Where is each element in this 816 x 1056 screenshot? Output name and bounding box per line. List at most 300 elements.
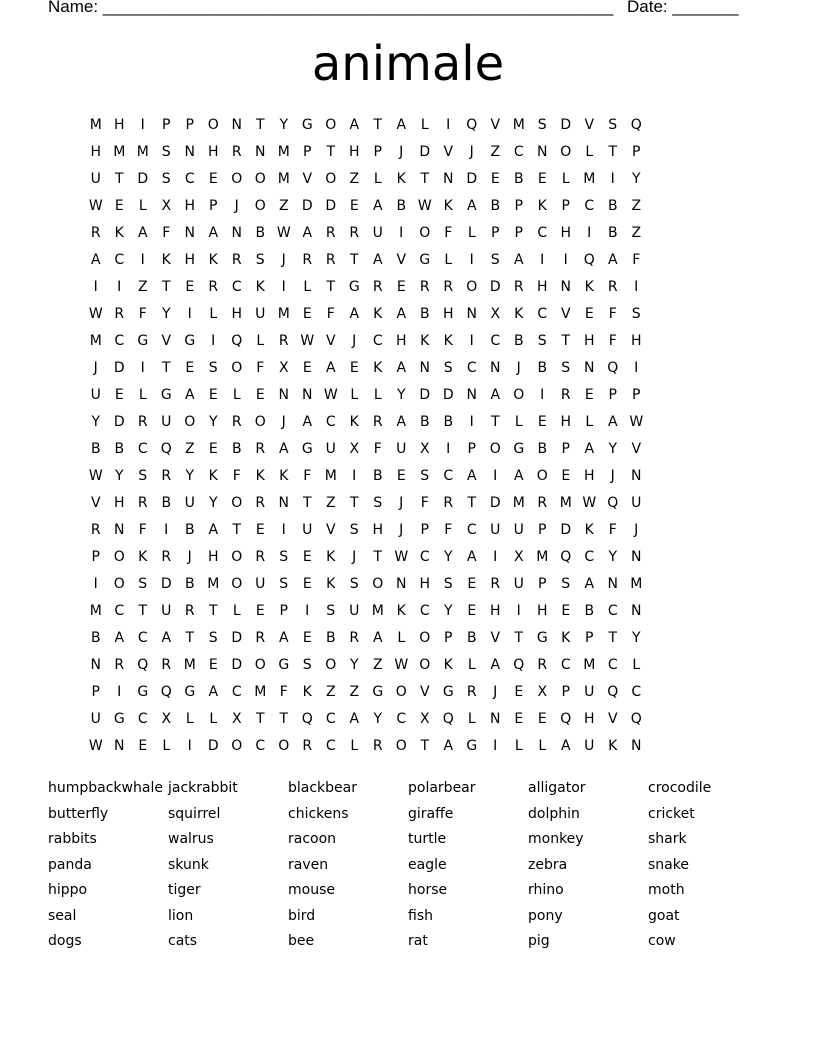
grid-letter: A — [349, 306, 360, 322]
grid-letter: Z — [372, 657, 383, 673]
grid-letter: O — [325, 657, 337, 673]
grid-letter: N — [231, 225, 242, 241]
date-field-label: Date: _______ — [627, 0, 739, 16]
grid-letter: E — [138, 738, 148, 754]
grid-letter: Y — [208, 495, 218, 511]
grid-letter: U — [490, 522, 501, 538]
word-list-item: rabbits — [48, 831, 97, 847]
grid-letter: P — [608, 387, 617, 403]
grid-letter: Q — [607, 495, 619, 511]
grid-letter: L — [162, 738, 171, 754]
grid-row — [84, 679, 744, 706]
grid-letter: C — [419, 549, 430, 565]
grid-letter: A — [302, 225, 313, 241]
grid-letter: A — [466, 549, 477, 565]
grid-letter: Y — [631, 630, 641, 646]
grid-letter: D — [466, 171, 478, 187]
grid-letter: A — [396, 117, 407, 133]
grid-letter: T — [608, 630, 618, 646]
grid-letter: C — [631, 684, 642, 700]
grid-letter: I — [493, 549, 498, 565]
grid-letter: K — [208, 468, 218, 484]
grid-letter: E — [514, 684, 524, 700]
grid-letter: R — [161, 657, 172, 673]
header-fields — [48, 0, 768, 20]
grid-letter: Z — [325, 684, 336, 700]
grid-letter: D — [160, 576, 172, 592]
grid-letter: M — [324, 468, 337, 484]
grid-letter: J — [493, 684, 498, 700]
grid-letter: O — [231, 576, 243, 592]
grid-letter: R — [513, 279, 524, 295]
grid-letter: R — [325, 225, 336, 241]
grid-letter: D — [442, 387, 454, 403]
word-list-row — [48, 802, 768, 828]
grid-letter: N — [114, 522, 125, 538]
grid-letter: B — [466, 630, 477, 646]
grid-letter: F — [256, 360, 265, 376]
grid-letter: E — [302, 549, 312, 565]
grid-row — [84, 301, 744, 328]
grid-letter: F — [162, 225, 171, 241]
grid-letter: I — [540, 387, 545, 403]
grid-letter: M — [371, 603, 384, 619]
grid-letter: Y — [373, 711, 383, 727]
grid-letter: E — [584, 306, 594, 322]
grid-letter: K — [279, 468, 289, 484]
grid-letter: M — [277, 171, 290, 187]
grid-letter: U — [584, 684, 595, 700]
grid-letter: P — [162, 117, 171, 133]
grid-letter: P — [279, 603, 288, 619]
grid-row — [84, 436, 744, 463]
grid-letter: W — [88, 306, 103, 322]
grid-letter: S — [279, 576, 289, 592]
word-list-item: panda — [48, 856, 92, 873]
grid-letter: G — [137, 333, 149, 349]
grid-letter: E — [467, 576, 477, 592]
grid-row — [84, 463, 744, 490]
grid-letter: F — [444, 225, 453, 241]
puzzle-title: animale — [311, 36, 505, 92]
grid-letter: R — [90, 225, 101, 241]
grid-letter: S — [561, 360, 571, 376]
grid-letter: L — [467, 225, 476, 241]
grid-letter: I — [187, 738, 192, 754]
grid-row — [84, 382, 744, 409]
grid-letter: Q — [160, 441, 172, 457]
grid-row — [84, 328, 744, 355]
grid-letter: O — [231, 360, 243, 376]
grid-letter: I — [587, 225, 592, 241]
grid-letter: K — [514, 306, 524, 322]
grid-letter: V — [90, 495, 101, 511]
grid-letter: Z — [278, 198, 289, 214]
grid-letter: K — [373, 360, 383, 376]
grid-letter: C — [372, 333, 383, 349]
grid-letter: C — [325, 711, 336, 727]
grid-letter: S — [279, 549, 289, 565]
grid-letter: Q — [160, 684, 172, 700]
grid-letter: O — [231, 549, 243, 565]
grid-letter: Q — [301, 711, 313, 727]
grid-letter: E — [349, 360, 359, 376]
word-list-row — [48, 776, 768, 802]
grid-row — [84, 409, 744, 436]
grid-letter: U — [349, 603, 360, 619]
grid-letter: A — [396, 414, 407, 430]
grid-letter: A — [513, 468, 524, 484]
grid-letter: P — [538, 576, 547, 592]
word-list-item: dolphin — [528, 805, 580, 822]
grid-letter: B — [513, 333, 524, 349]
grid-letter: J — [399, 495, 404, 511]
grid-letter: A — [278, 441, 289, 457]
grid-letter: C — [466, 360, 477, 376]
grid-letter: T — [561, 333, 571, 349]
letter-grid — [84, 112, 744, 760]
grid-letter: I — [469, 252, 474, 268]
grid-letter: Q — [630, 711, 642, 727]
grid-letter: C — [184, 171, 195, 187]
grid-letter: P — [561, 198, 570, 214]
grid-letter: I — [540, 252, 545, 268]
grid-letter: L — [256, 333, 265, 349]
grid-letter: J — [281, 414, 286, 430]
grid-letter: T — [185, 630, 195, 646]
grid-letter: S — [208, 360, 218, 376]
grid-letter: G — [184, 333, 196, 349]
grid-letter: I — [93, 576, 98, 592]
grid-letter: C — [490, 333, 501, 349]
grid-letter: O — [325, 171, 337, 187]
grid-letter: R — [372, 738, 383, 754]
grid-letter: A — [584, 576, 595, 592]
grid-letter: O — [254, 171, 266, 187]
grid-letter: Z — [631, 198, 642, 214]
grid-letter: H — [536, 279, 548, 295]
grid-letter: S — [302, 657, 312, 673]
grid-letter: R — [255, 441, 266, 457]
grid-letter: R — [372, 279, 383, 295]
grid-letter: W — [276, 225, 291, 241]
grid-letter: J — [516, 360, 521, 376]
grid-letter: M — [89, 117, 102, 133]
grid-letter: S — [138, 468, 148, 484]
grid-letter: H — [348, 144, 360, 160]
word-list-item: crocodile — [648, 780, 712, 796]
grid-letter: G — [137, 684, 149, 700]
grid-letter: G — [466, 738, 478, 754]
grid-letter: H — [583, 333, 595, 349]
grid-letter: L — [467, 711, 476, 727]
grid-letter: R — [325, 252, 336, 268]
grid-letter: Z — [325, 495, 336, 511]
grid-letter: K — [208, 252, 218, 268]
grid-letter: E — [255, 603, 265, 619]
grid-letter: T — [279, 711, 289, 727]
grid-letter: P — [514, 198, 523, 214]
grid-letter: A — [466, 198, 477, 214]
word-list-item: chickens — [288, 805, 349, 822]
grid-letter: L — [397, 630, 406, 646]
grid-letter: C — [607, 657, 618, 673]
grid-letter: I — [469, 414, 474, 430]
grid-letter: E — [561, 603, 571, 619]
grid-letter: J — [93, 360, 98, 376]
grid-letter: A — [396, 360, 407, 376]
grid-letter: X — [231, 711, 242, 727]
word-list-item: seal — [48, 907, 77, 924]
grid-letter: L — [232, 387, 241, 403]
grid-letter: L — [138, 387, 147, 403]
grid-letter: O — [254, 657, 266, 673]
grid-letter: M — [113, 144, 126, 160]
grid-letter: M — [512, 495, 525, 511]
grid-letter: B — [513, 171, 524, 187]
grid-letter: J — [281, 252, 286, 268]
grid-letter: E — [208, 657, 218, 673]
grid-letter: Y — [279, 117, 289, 133]
grid-letter: V — [607, 711, 618, 727]
grid-letter: G — [278, 657, 290, 673]
grid-letter: K — [114, 225, 124, 241]
grid-letter: R — [302, 738, 313, 754]
grid-letter: O — [560, 144, 572, 160]
grid-letter: O — [536, 468, 548, 484]
grid-letter: K — [584, 279, 594, 295]
grid-letter: I — [93, 279, 98, 295]
grid-letter: A — [372, 252, 383, 268]
grid-letter: M — [89, 603, 102, 619]
grid-letter: A — [490, 387, 501, 403]
grid-letter: K — [396, 171, 406, 187]
grid-letter: A — [490, 657, 501, 673]
grid-letter: O — [254, 414, 266, 430]
grid-letter: F — [138, 306, 147, 322]
grid-letter: K — [561, 630, 571, 646]
grid-letter: X — [161, 198, 172, 214]
word-list-row — [48, 827, 768, 853]
grid-letter: S — [349, 522, 359, 538]
grid-letter: H — [442, 306, 454, 322]
grid-row — [84, 112, 744, 139]
grid-letter: B — [584, 603, 595, 619]
grid-letter: D — [325, 198, 337, 214]
grid-letter: A — [90, 252, 101, 268]
grid-letter: G — [536, 630, 548, 646]
grid-letter: N — [631, 468, 642, 484]
grid-letter: P — [420, 522, 429, 538]
grid-letter: D — [113, 360, 125, 376]
grid-letter: R — [137, 495, 148, 511]
grid-letter: C — [560, 657, 571, 673]
grid-letter: N — [607, 576, 618, 592]
grid-letter: H — [560, 225, 572, 241]
grid-letter: H — [489, 603, 501, 619]
grid-letter: P — [585, 630, 594, 646]
grid-letter: H — [113, 495, 125, 511]
grid-letter: R — [137, 414, 148, 430]
grid-letter: G — [372, 684, 384, 700]
grid-letter: C — [137, 711, 148, 727]
grid-letter: T — [349, 252, 359, 268]
grid-letter: R — [490, 576, 501, 592]
grid-letter: O — [395, 684, 407, 700]
grid-letter: M — [277, 144, 290, 160]
word-list-item: turtle — [408, 831, 447, 847]
grid-letter: O — [231, 495, 243, 511]
word-list-item: rat — [408, 933, 428, 949]
grid-letter: U — [184, 495, 195, 511]
grid-letter: V — [325, 333, 336, 349]
grid-letter: I — [469, 333, 474, 349]
grid-letter: B — [90, 630, 101, 646]
grid-letter: H — [231, 306, 243, 322]
grid-letter: L — [303, 279, 312, 295]
grid-letter: C — [584, 198, 595, 214]
grid-letter: B — [231, 441, 242, 457]
grid-letter: N — [560, 279, 571, 295]
grid-letter: L — [232, 603, 241, 619]
grid-letter: O — [513, 387, 525, 403]
grid-letter: C — [114, 252, 125, 268]
grid-letter: L — [585, 144, 594, 160]
grid-row — [84, 706, 744, 733]
grid-letter: I — [634, 279, 639, 295]
grid-letter: L — [538, 738, 547, 754]
grid-letter: I — [281, 522, 286, 538]
grid-letter: O — [489, 441, 501, 457]
grid-letter: R — [114, 657, 125, 673]
grid-letter: O — [419, 225, 431, 241]
grid-letter: V — [443, 144, 454, 160]
grid-letter: B — [607, 225, 618, 241]
grid-letter: I — [610, 171, 615, 187]
grid-letter: I — [187, 306, 192, 322]
grid-letter: Y — [396, 387, 406, 403]
grid-letter: L — [467, 657, 476, 673]
grid-letter: R — [419, 279, 430, 295]
grid-letter: Q — [513, 657, 525, 673]
grid-letter: S — [443, 576, 453, 592]
grid-letter: L — [373, 171, 382, 187]
grid-letter: U — [513, 522, 524, 538]
grid-letter: W — [394, 549, 409, 565]
grid-letter: A — [372, 198, 383, 214]
grid-letter: A — [607, 252, 618, 268]
word-list-item: shark — [648, 831, 687, 847]
grid-letter: E — [537, 711, 547, 727]
grid-letter: E — [185, 279, 195, 295]
grid-letter: O — [278, 738, 290, 754]
grid-letter: D — [231, 630, 243, 646]
grid-letter: M — [512, 117, 525, 133]
grid-letter: S — [537, 333, 547, 349]
grid-letter: Q — [466, 117, 478, 133]
grid-letter: E — [490, 171, 500, 187]
grid-letter: L — [514, 738, 523, 754]
grid-letter: A — [466, 468, 477, 484]
grid-letter: N — [490, 711, 501, 727]
word-list-item: cricket — [648, 805, 695, 822]
grid-letter: E — [396, 279, 406, 295]
grid-letter: Y — [608, 441, 618, 457]
grid-letter: N — [584, 360, 595, 376]
word-list-item: eagle — [408, 856, 447, 873]
word-list-item: blackbear — [288, 780, 357, 796]
grid-letter: O — [113, 576, 125, 592]
grid-letter: A — [114, 630, 125, 646]
grid-letter: I — [493, 738, 498, 754]
grid-letter: O — [419, 657, 431, 673]
grid-row — [84, 193, 744, 220]
grid-letter: R — [184, 603, 195, 619]
grid-letter: E — [208, 387, 218, 403]
word-list-item: bird — [288, 907, 316, 924]
grid-letter: K — [443, 657, 453, 673]
grid-letter: T — [114, 171, 124, 187]
grid-letter: X — [419, 711, 430, 727]
grid-letter: M — [254, 684, 267, 700]
grid-letter: S — [420, 468, 430, 484]
grid-letter: Q — [607, 360, 619, 376]
grid-letter: B — [184, 576, 195, 592]
grid-letter: R — [537, 657, 548, 673]
grid-letter: N — [419, 360, 430, 376]
grid-letter: Z — [631, 225, 642, 241]
grid-letter: C — [231, 279, 242, 295]
grid-letter: J — [399, 522, 404, 538]
grid-letter: I — [516, 603, 521, 619]
grid-letter: T — [490, 414, 500, 430]
grid-letter: J — [187, 549, 192, 565]
grid-letter: B — [490, 198, 501, 214]
grid-letter: D — [301, 198, 313, 214]
grid-letter: R — [231, 144, 242, 160]
grid-row — [84, 274, 744, 301]
grid-letter: Z — [490, 144, 501, 160]
grid-letter: U — [631, 495, 642, 511]
grid-letter: C — [443, 468, 454, 484]
word-list-item: humpbackwhale — [48, 780, 163, 796]
grid-letter: E — [114, 198, 124, 214]
grid-letter: R — [537, 495, 548, 511]
grid-letter: A — [396, 306, 407, 322]
grid-letter: G — [113, 711, 125, 727]
word-list-item: skunk — [168, 856, 209, 873]
grid-letter: E — [467, 603, 477, 619]
grid-letter: Z — [349, 684, 360, 700]
name-field-label: Name: ______________________________________________________ — [48, 0, 614, 16]
word-list-item: butterfly — [48, 805, 109, 822]
grid-letter: E — [584, 387, 594, 403]
grid-letter: B — [325, 630, 336, 646]
word-list-item: moth — [648, 882, 685, 898]
grid-letter: K — [349, 414, 359, 430]
grid-letter: A — [302, 414, 313, 430]
grid-letter: G — [419, 252, 431, 268]
grid-letter: I — [352, 468, 357, 484]
grid-letter: O — [231, 738, 243, 754]
grid-letter: A — [349, 711, 360, 727]
grid-letter: T — [232, 522, 242, 538]
word-list-item: raven — [288, 856, 329, 873]
grid-letter: B — [443, 414, 454, 430]
grid-letter: E — [302, 630, 312, 646]
grid-letter: E — [302, 306, 312, 322]
grid-letter: P — [491, 225, 500, 241]
